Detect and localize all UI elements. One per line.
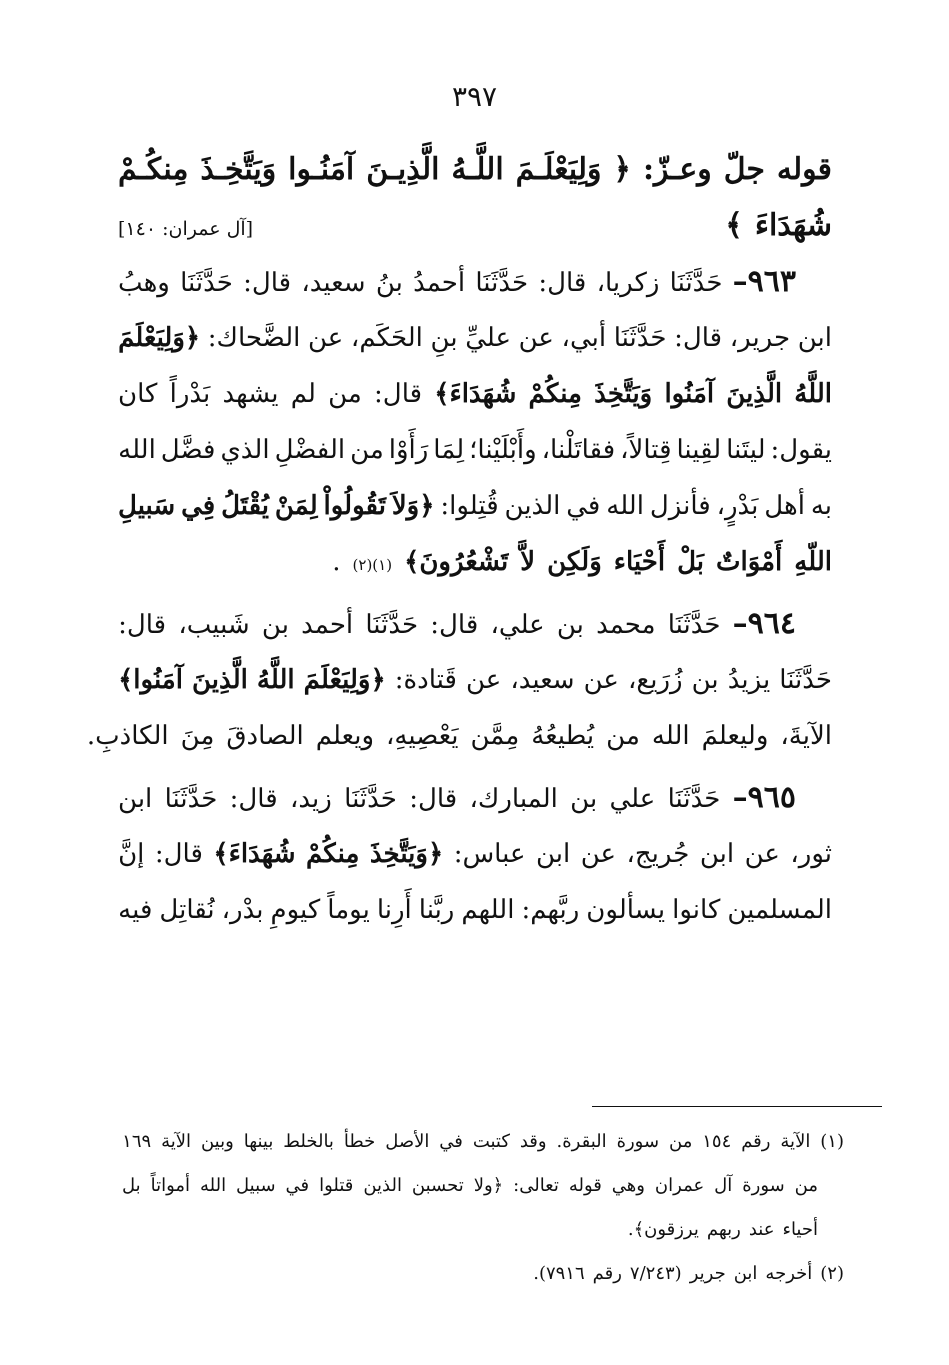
footnote-word: ابن [733,1263,758,1284]
footnote-word: ١٦٩ [122,1131,152,1152]
word: من [350,435,384,465]
hadith-number: ٩٦٣– [732,264,796,299]
word: حَدَّثَنَا [180,268,233,298]
word: وليعلمَ [701,721,769,751]
text-line [86,708,832,764]
word: أَمْوَاتٌ [716,547,783,577]
word: شُهَدَاءَ [754,208,832,243]
word: اللَّـهُ [451,152,504,187]
word: ﴿ [613,152,631,187]
footnote-word: وهي [611,1175,645,1196]
footnote-word: أحياء [782,1219,818,1240]
word: يُقْتَلُ [221,491,269,521]
word: سَبيلِ [118,491,176,521]
word: آمَنُـوا [288,152,355,187]
word: كانوا [672,895,721,925]
footnote-line [122,1208,844,1252]
word: اللهم [461,895,515,925]
footnote-word: الآية [161,1131,192,1152]
word: حَدَّثَنَا [613,323,667,353]
word: وَلَكِن [547,547,602,577]
word: مِنكُـمْ [118,152,189,187]
word: ربَّنا [418,895,455,925]
word: ليتَنا [726,435,766,465]
text-line [118,826,832,882]
word: وَيَتَّخِـذَ [200,152,277,187]
footnote-word: تحسبن [411,1175,464,1196]
word: عن [580,839,617,869]
word: سعيد، [301,268,366,298]
footnote-word: ٧٩١٦). [533,1263,585,1284]
text-line [118,366,832,422]
word: قال: [243,268,292,298]
word: عن [465,665,502,695]
word: أَحْيَاء [613,547,666,577]
word: الفضْلِ [274,435,346,465]
word: جُريج، [626,839,690,869]
word: الله [118,435,156,465]
footnote-word: سورة [742,1175,785,1196]
word: قال: [538,268,587,298]
footnote-line [122,1252,844,1296]
word: قال: [229,784,278,814]
word: بَدْراً [169,379,211,409]
footnote-word: الأصل [385,1131,430,1152]
word: بن [556,610,584,640]
word: فِي [181,491,216,521]
word: الذين [504,491,561,521]
word: يُطيعُهُ [531,721,595,751]
word: الضَّحاك: [207,323,301,353]
word: يزيدُ [727,665,771,695]
footnote-word: في [439,1131,463,1152]
word: حَدَّثَنَا [667,610,721,640]
word: به [810,491,832,521]
footnote-word: الله [199,1175,227,1196]
word: قَتادة: [394,665,457,695]
footnote-word: وقد [519,1131,547,1152]
footnote-word: كتبت [472,1131,510,1152]
word: آمَنُوا﴾ [118,665,183,695]
word: الكاذبِ. [86,721,169,751]
word: عن [307,323,344,353]
hadith-number: ٩٦٤– [732,606,796,641]
word: شُهَدَاءَ﴾ [434,379,517,409]
word: فضَّل [160,435,216,465]
word: المبارك، [469,784,558,814]
word: مِنكُمْ [305,839,360,869]
footnote-word: رقم [741,1131,771,1152]
word: زيد، [289,784,332,814]
word: لاَّ [520,547,536,577]
footnote-word: بالخلط [283,1131,334,1152]
word: اللّهِ [794,547,832,577]
footnote-word: آل [714,1175,733,1196]
word: مِنكُمْ [528,379,582,409]
heading-line [118,142,832,198]
word: الله [606,491,644,521]
word: علي، [490,610,545,640]
word: يشهد [222,379,279,409]
word: الحَكَم، [350,323,423,353]
footnote-word: قتلوا [319,1175,354,1196]
word: أبي، [561,323,607,353]
word: ابن [118,784,153,814]
word: محمد [596,610,656,640]
word: مِنَ [180,721,215,751]
word: أحمدُ [413,268,466,298]
word: عليِّ [465,323,511,353]
word: بَلْ [677,547,704,577]
word: ابن [797,323,832,353]
word: فأنزل [649,491,711,521]
text-line [118,652,832,708]
word: من [328,379,362,409]
footnote-word: بينها [243,1131,274,1152]
word: وَيَتَّخِذَ [594,379,653,409]
word: الَّذِينَ [192,665,248,695]
footnote-word: (١) [820,1131,844,1152]
word: الَّذِينَ [726,379,783,409]
word: بنُ [375,268,403,298]
word: جرير، [729,323,791,353]
word: زُرَيع، [628,665,683,695]
word: عن [518,323,554,353]
word: تَشْعُرُونَ﴾ [404,547,509,577]
word: بدْر، [221,895,264,925]
word: الله [651,721,690,751]
footnote-word: خطأ [343,1131,376,1152]
word: حَدَّثَنَا [669,268,723,298]
word: في [566,491,601,521]
text-line [118,478,832,534]
footnote-word: ١٥٤ [702,1131,732,1152]
word: بن [691,665,719,695]
footnotes [122,1120,844,1296]
word: الَّذِيـنَ [366,152,440,187]
footnote-word: وبين [200,1131,234,1152]
footnote-word: البقرة. [556,1131,607,1152]
heading-line [118,198,832,254]
word: ويعلم [315,721,374,751]
word: رَأَوْا [388,435,429,465]
footnote-word: سورة [616,1131,660,1152]
word: يقول: [770,435,832,465]
text-line: اللّهِ أَمْوَاتٌ بَلْ أَحْيَاء وَلَكِن لاَّ تَشْعُرُونَ﴾ (١)(٢) . [118,534,832,590]
word: أحمد [301,610,354,640]
word: المسلمين [727,895,832,925]
word: ابن [699,839,735,869]
text-line [118,596,832,652]
footnote-word: أمواتاً [150,1175,191,1196]
footnote-word: من [669,1131,693,1152]
word: عن [744,839,780,869]
word: ابن [535,839,571,869]
word: ﴾ [725,208,743,243]
word: قُتِلوا: [440,491,499,521]
text-line [118,422,832,478]
word: يوماً [327,895,370,925]
word: يسألون [586,895,666,925]
word: فقاتَلْنا، [541,435,616,465]
word: كيومِ [270,895,321,925]
word: الذي [220,435,270,465]
word: ﴿وَلِيَعْلَمَ [118,323,201,353]
word: حَدَّثَنَا [164,784,218,814]
word: وَلِيَعْلَـمَ [515,152,602,187]
word: قال: [118,610,167,640]
word: بنِ [430,323,458,353]
verse-citation: [آل عمران: ١٤٠] [118,218,254,240]
footnote-word: من [794,1175,818,1196]
word: يَعْصِيهِ، [386,721,459,751]
footnote-word: عند [748,1219,775,1240]
word: حَدَّثَنَا [344,784,397,814]
footnote-word: بل [122,1175,141,1196]
word: بَدْرٍ، [716,491,759,521]
word: فيه [118,895,153,925]
word: لِمَنْ [274,491,318,521]
footnote-word: يرزقون﴾. [627,1219,699,1240]
word: حَدَّثَنَا [779,665,832,695]
footnote-word: (٧/٢٤٣ [629,1263,682,1284]
footnote-word: قوله [568,1175,602,1196]
word: بن [570,784,598,814]
word: من [606,721,640,751]
word: قال: [430,610,479,640]
word: قال: [674,323,723,353]
word: ﴿وَلِيَعْلَمَ [303,665,386,695]
footnote-word: (٢) [820,1263,844,1284]
word: أَرِنا [376,895,412,925]
word: نُقاتِل [159,895,215,925]
word: أهل [764,491,805,521]
word: علي [609,784,656,814]
word: زكريا، [596,268,660,298]
text-line [118,310,832,366]
word: سعيد، [510,665,575,695]
text-line [118,254,832,310]
footnote-word: في [285,1175,310,1196]
word: حَدَّثَنَا [365,610,419,640]
word: وهبُ [118,268,170,298]
word: الآيةَ، [780,721,832,751]
footnote-word: أخرجه [765,1263,813,1284]
page-number: ٣٩٧ [451,80,498,113]
word: آمَنُوا [664,379,715,409]
word: قِتالاً، [620,435,672,465]
footnote-separator [592,1106,882,1107]
footnote-word: عمران [654,1175,705,1196]
footnote-line [122,1120,844,1164]
footnote-word: ربهم [706,1219,741,1240]
footnote-word: سبيل [236,1175,276,1196]
word: عباس: [453,839,526,869]
word: شَبيب، [178,610,250,640]
word: ربَّهم: [521,895,580,925]
word: ﴿وَلاَ [391,491,435,521]
word: قال: [154,839,203,869]
text-line [118,882,832,938]
word: قوله [776,152,832,187]
word: حَدَّثَنَا [475,268,529,298]
text-line [118,770,832,826]
word: اللَّهُ [256,665,295,695]
word: لقِينا [676,435,722,465]
footnote-word: رقم [592,1263,622,1284]
word: جلّ [723,152,765,187]
word: شُهَدَاءَ﴾ [213,839,296,869]
word: مِمَّن [470,721,520,751]
footnote-word: الآية [780,1131,811,1152]
word: قال: [409,784,458,814]
footnote-word: ﴿ولا [473,1175,504,1196]
word: لِمَا [433,435,465,465]
word: لم [290,379,316,409]
word: إنَّ [118,839,145,869]
word: ثور، [790,839,832,869]
footnote-word: جرير [689,1263,726,1284]
paragraph-gap [118,938,832,944]
word: ﴿وَيَتَّخِذَ [369,839,444,869]
word: عن [583,665,619,695]
word: وعـزّ: [642,152,712,187]
word: بن [261,610,289,640]
footnote-word: الذين [363,1175,402,1196]
footnote-line [122,1164,844,1208]
word: اللَّهُ [794,379,832,409]
word: كان [118,379,158,409]
word: تَقُولُواْ [323,491,386,521]
word: وأَبْلَيْنا؛ [469,435,537,465]
word: حَدَّثَنَا [667,784,721,814]
main-text [86,142,832,944]
word: . [332,547,341,577]
hadith-number: ٩٦٥– [732,780,796,815]
footnote-word: تعالى: [513,1175,559,1196]
word: الصادقَ [226,721,304,751]
word: قال: [374,379,423,409]
